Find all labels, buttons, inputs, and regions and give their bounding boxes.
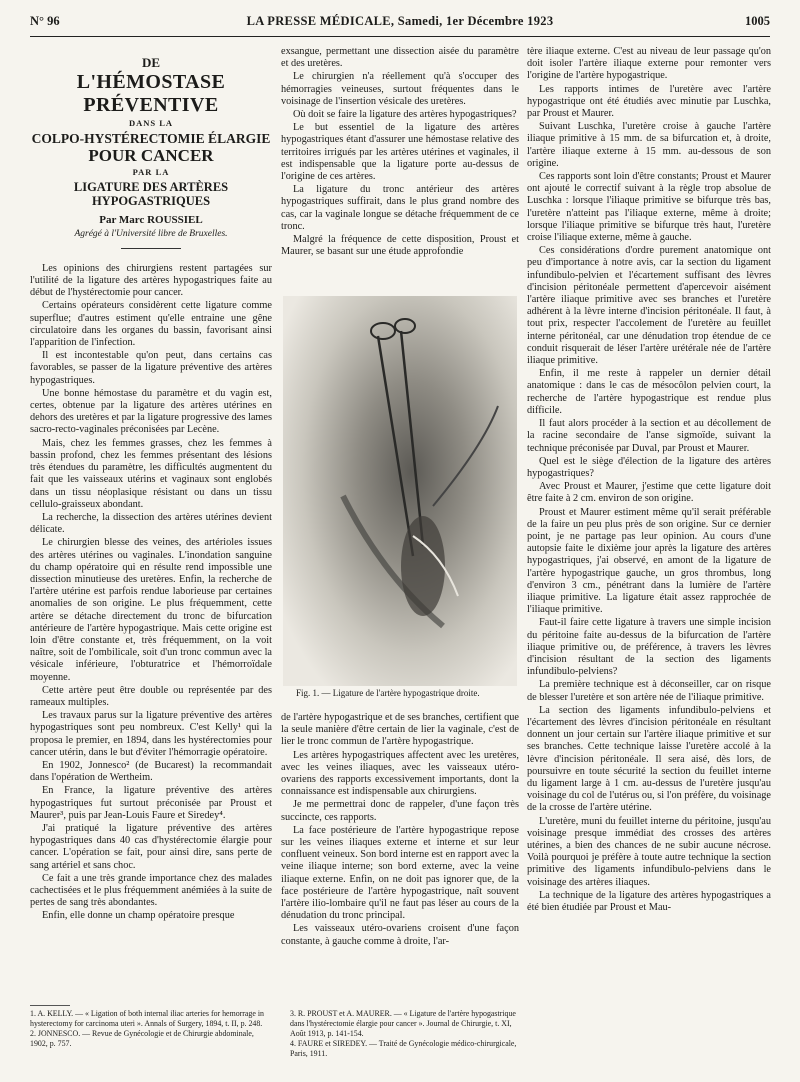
footnote: 1. A. KELLY. — « Ligation of both internal iliac arteries for hemorrage in hysterectomy for carcinoma uteri ». Annals of Surgery, 1894, t. II, p. 248. — [30, 1009, 264, 1028]
paragraph: La première technique est à déconseiller, car on risque de blesser l'uretère et son artère née de l'iliaque primitive. — [527, 679, 771, 703]
author: Par Marc ROUSSIEL — [99, 214, 203, 227]
paragraph: de l'artère hypogastrique et de ses branches, certifient que la seule manière d'être certain de lier la vaginale, c'est de lier le tronc commun de l'artère hypogastrique. — [281, 712, 519, 748]
paragraph: tère iliaque externe. C'est au niveau de leur passage qu'on doit isoler l'artère iliaque externe pour remonter vers l'origine de l'artère hypogastrique. — [527, 46, 771, 82]
title-dans-la: DANS LA — [128, 117, 174, 128]
paragraph: Le but essentiel de la ligature des artères hypogastriques étant d'assurer une hémostase relative des territoires irrigués par les artères utérines et vaginales, il est indispensable que la ligature porte au-dessus de l'origine de ces artères. — [281, 122, 519, 183]
header-rule — [30, 36, 770, 37]
paragraph: Les travaux parus sur la ligature préventive des artères hypogastriques sont peu nombreux. C'est Kelly¹ qui la proposa le premier, en 1894, dans les hystérectomies pour cancer utérin, dans le but d'éviter l'hémorragie opératoire. — [30, 710, 272, 758]
paragraph: Les artères hypogastriques affectent avec les uretères, avec les veines iliaques, avec les vaisseaux utéro-ovariens des rapports excessivement importants, dont la connaissance est indispensable aux chirurgiens. — [281, 749, 519, 798]
paragraph: Je me permettrai donc de rappeler, d'une façon très succincte, ces rapports. — [281, 799, 519, 823]
paragraph: J'ai pratiqué la ligature préventive des artères hypogastriques dans 40 cas d'hystérectomie élargie pour cancer. L'opération se fait, pour ainsi dire, sans perte de sang artériel et sans choc. — [30, 822, 272, 871]
paragraph: La recherche, la dissection des artères utérines devient délicate. — [30, 511, 272, 536]
title-par-la: PAR LA — [132, 166, 170, 177]
column-left — [30, 46, 272, 924]
issue-number: N° 96 — [30, 14, 60, 28]
paragraph: Enfin, il me reste à rappeler un dernier détail anatomique : dans le cas de mésocôlon pelvien court, la recherche de l'artère hypogastrique est rendue plus difficile. — [527, 368, 771, 416]
paragraph: L'uretère, muni du feuillet interne du péritoine, jusqu'au voisinage presque immédiat des crosses des artères utérines, a bien des chances de ne subir aucune nécrose. Voilà pourquoi je préfère à toute autre technique la section primitive des ligaments infundibulo-pelviens dans le voisinage des artères iliaques. — [527, 815, 771, 888]
paragraph: Faut-il faire cette ligature à travers une simple incision du péritoine faite au-dessus de la bifurcation de l'artère iliaque primitive ou, de préférence, à travers les lèvres d'incision résultant de la section des ligaments infundibulo-pelviens? — [527, 617, 771, 678]
paragraph: Le chirurgien n'a réellement qu'à s'occuper des hémorragies veineuses, surtout fréquentes dans le voisinage de l'insertion vésicale des uretères. — [281, 71, 519, 107]
journal-title: LA PRESSE MÉDICALE, Samedi, 1er Décembre 1923 — [246, 14, 554, 28]
article-title-block — [30, 56, 272, 249]
title-de: DE — [141, 55, 161, 70]
paragraph: La technique de la ligature des artères hypogastriques a été bien étudiée par Proust et Mau- — [527, 889, 771, 914]
figure-caption: Fig. 1. — Ligature de l'artère hypogastrique droite. — [296, 688, 480, 698]
paragraph: Proust et Maurer estiment même qu'il serait préférable de la faire un peu plus près de son origine. Sur ce dernier point, je ne partage pas leur opinion. Au cours d'une autopsie faite le dixième jour après la ligature des artères hypogastriques, j'ai observé, en amont de la ligature de l'artère hypogastrique gauche, un gros thrombus, long d'environ 3 cm., pénétrant dans la lumière de l'artère iliaque primitive. La ligature était assez rapprochée de l'iliaque primitive. — [527, 506, 771, 616]
footnote: 3. R. PROUST et A. MAURER. — « Ligature de l'artère hypogastrique dans l'hystérectomie élargie pour cancer ». Journal de Chirurgie, t. XI, Août 1913, p. 141-154. — [290, 1009, 516, 1038]
paragraph: Ces considérations d'ordre purement anatomique ont peu d'importance à notre avis, car la section du ligament infundibulo-pelvien et l'écartement suffisant des lèvres d'incision péritonéale permettent d'apercevoir aisément l'artère iliaque primitive avec ses branches et l'uretère adhérent à la lèvre interne d'incision péritonéale. Il faut, à tout prix, respecter l'accolement de l'uretère au feuillet interne péritonéal, car une dénudation trop étendue de ce conduit risquerait de léser l'artère urétérale née de l'artère iliaque primitive. — [527, 245, 771, 367]
paragraph: Une bonne hémostase du paramètre et du vagin est, certes, obtenue par la ligature des artères utérines en dehors des uretères et par la ligature progressive des lames sacro-recto-vaginales préconisées par Lecène. — [30, 387, 272, 436]
paragraph: Les opinions des chirurgiens restent partagées sur l'utilité de la ligature des artères hypogastriques faite au début de l'hystérectomie pour cancer. — [30, 262, 272, 299]
paragraph: Ce fait a une très grande importance chez des malades cachectisées et le plus fréquemment anémiées à la suite de pertes de sang très abondantes. — [30, 872, 272, 909]
paragraph: Certains opérateurs considèrent cette ligature comme superflue; d'autres estiment qu'elle entraine une gêne circulatoire dans les organes du bassin, favorisant ainsi l'apparition de l'infection. — [30, 300, 272, 349]
title-colpo: COLPO-HYSTÉRECTOMIE ÉLARGIE — [31, 130, 271, 146]
paragraph: Les vaisseaux utéro-ovariens croisent d'une façon constante, à gauche comme à droite, l'ar- — [281, 923, 519, 947]
author-affiliation: Agrégé à l'Université libre de Bruxelles. — [74, 228, 228, 239]
paragraph: Le chirurgien blesse des veines, des artérioles issues des artères utérines ou vaginales. L'inondation sanguine du champ opératoire qui en résulte rend impossible une dissection minutieuse des uretères. Enfin, la recherche de l'artère utérine est parfois rendue laborieuse par certaines anomalies de son origine. Le plus fréquemment, cette artère se détache directement du tronc de bifurcation antérieure de l'artère hypogastrique. Mais cette origine est loin d'être constante et, très fréquemment, on la voit naître, soit de l'ombilicale, soit d'un tronc commun avec la vésicale inférieure, l'obturatrice et l'hémorroïdale moyenne. — [30, 537, 272, 683]
column-middle-bottom — [281, 712, 519, 949]
page-number: 1005 — [745, 14, 770, 28]
paragraph: Il faut alors procéder à la section et au décollement de la racine secondaire de l'anse sigmoïde, suivant la technique préconisée par Duval, par Proust et Maurer. — [527, 418, 771, 454]
running-header — [30, 14, 770, 34]
paragraph: exsangue, permettant une dissection aisée du paramètre et des uretères. — [281, 46, 519, 70]
paragraph: Il est incontestable qu'on peut, dans certains cas favorables, se passer de la ligature préventive des artères hypogastriques. — [30, 350, 272, 386]
footnote: 4. FAURE et SIREDEY. — Traité de Gynécologie médico-chirurgicale, Paris, 1911. — [290, 1039, 517, 1058]
paragraph: La ligature du tronc antérieur des artères hypogastriques suffirait, dans le plus grand nombre des cas, car la vaginale longue se détache fréquemment de ce tronc. — [281, 184, 519, 232]
surgical-drawing — [283, 296, 517, 686]
paragraph: La section des ligaments infundibulo-pelviens et l'écartement des lèvres d'incision péritonéale en résultant donnent un jour certain sur l'artère iliaque primitive et sur ses branches. Cette technique laisse l'uretère accolé à la lèvre d'incision péritonéale. Il sera aisé, dès lors, de poursuivre en toute sécurité la section du feuillet interne du ligament large à 1 cm. au-dessus de l'uretère jusqu'au voisinage du col de l'utérus ou, si l'on préfère, du voisinage de la crosse de l'artère utérine. — [527, 704, 771, 814]
paragraph: Suivant Luschka, l'uretère croise à gauche l'artère iliaque primitive à 15 mm. de sa bifurcation et, à droite, l'artère iliaque externe à 15 mm. au-dessous de son origine. — [527, 121, 771, 169]
footnote: 2. JONNESCO. — Revue de Gynécologie et de Chirurgie abdominale, 1902, p. 757. — [30, 1029, 254, 1048]
paragraph: Cette artère peut être double ou représentée par des rameaux multiples. — [30, 684, 272, 708]
paragraph: Avec Proust et Maurer, j'estime que cette ligature doit être faite à 2 cm. environ de son origine. — [527, 481, 771, 505]
surgical-illustration — [283, 296, 517, 686]
paragraph: Enfin, elle donne un champ opératoire presque — [42, 910, 235, 922]
paragraph: Mais, chez les femmes grasses, chez les femmes à bassin profond, chez les femmes présentant des lésions très étendues du paramètre, les difficultés augmentent du fait que les vaisseaux utérins et vaginaux sont englobés dans un tissu néoplasique résistant ou dans un tissu cellulo-graisseux abondant. — [30, 437, 272, 510]
paragraph: Ces rapports sont loin d'être constants; Proust et Maurer ont ajouté le correctif suivant à la règle trop absolue de Luschka : lorsque l'iliaque primitive se bifurque très bas, l'uretère n'atteint pas l'iliaque externe, même à droite; lorsque l'iliaque primitive se bifurque très haut, l'uretère croise l'iliaque externe, même à gauche. — [527, 171, 771, 244]
paragraph: En 1902, Jonnesco² (de Bucarest) la recommandait dans l'opération de Wertheim. — [30, 759, 272, 784]
paragraph: La face postérieure de l'artère hypogastrique repose sur les veines iliaques externe et interne et sur leur confluent veineux. Son bord interne est en rapport avec la veine iliaque interne; son bord externe, avec la veine iliaque externe. Enfin, on ne doit pas ignorer que, de la face postérieure de l'artère hypogastrique, naît souvent l'artère ilio-lombaire qu'il ne faut pas léser au cours de la dénudation du tronc principal. — [281, 824, 519, 922]
column-right — [527, 46, 771, 915]
paragraph: Où doit se faire la ligature des artères hypogastriques? — [293, 109, 517, 121]
paragraph: Quel est le siège d'élection de la ligature des artères hypogastriques? — [527, 455, 771, 479]
column-middle-top — [281, 46, 519, 259]
paragraph: Malgré la fréquence de cette disposition, Proust et Maurer, se basant sur une étude approfondie — [281, 234, 519, 258]
footnote-rule — [30, 1005, 70, 1006]
footnotes-right — [290, 1009, 518, 1059]
paragraph: Les rapports intimes de l'uretère avec l'artère hypogastrique ont été étudiés avec minutie par Luschka, par Proust et Maurer. — [527, 83, 771, 120]
title-pour-cancer: POUR CANCER — [88, 146, 214, 166]
title-main: L'HÉMOSTASE PRÉVENTIVE — [76, 70, 226, 116]
footnotes-left — [30, 1009, 272, 1049]
paragraph: En France, la ligature préventive des artères hypogastriques fut surtout préconisée par Proust et Maurer³, puis par Jean-Louis Faure et Siredey⁴. — [30, 785, 272, 821]
title-ligature: LIGATURE DES ARTÈRES HYPOGASTRIQUES — [73, 179, 229, 208]
